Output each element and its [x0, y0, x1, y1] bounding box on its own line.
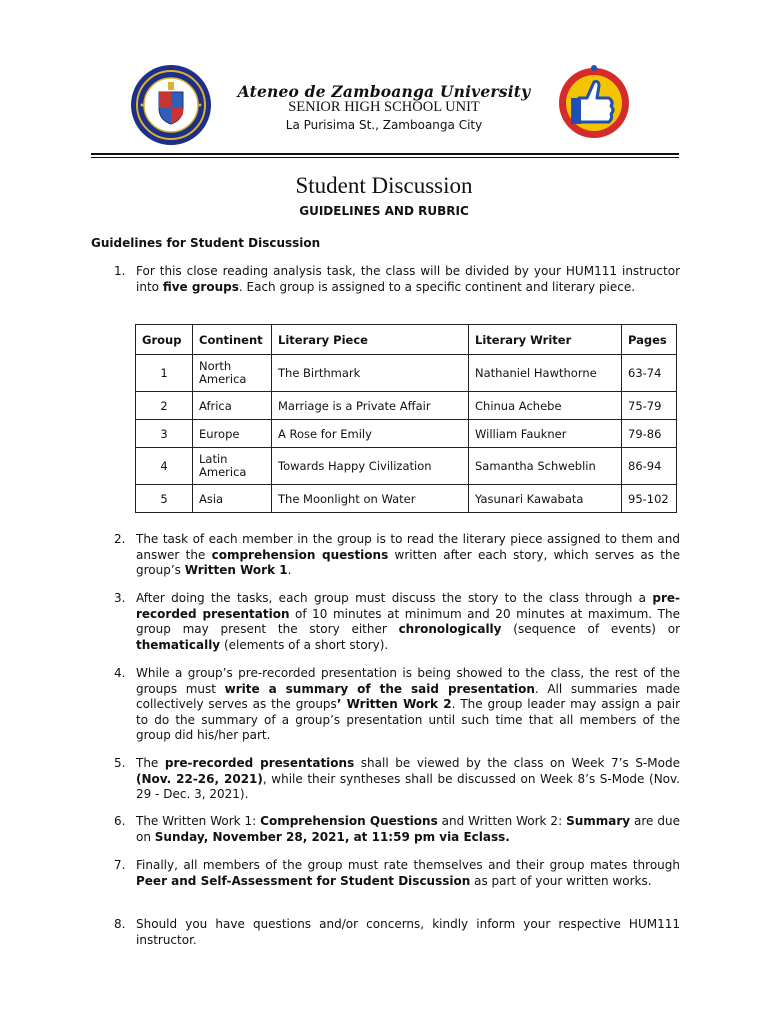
column-header: Literary Writer	[469, 325, 622, 355]
item-text: The	[136, 756, 165, 770]
item-number: 7.	[114, 858, 126, 872]
item-text: are due on	[136, 814, 680, 844]
pages-cell: 86-94	[622, 448, 677, 485]
header-divider	[91, 153, 679, 158]
item-emphasis: Peer and Self-Assessment for Student Discussion	[136, 873, 471, 888]
pages-cell: 79-86	[622, 420, 677, 448]
group-cell: 3	[136, 420, 193, 448]
guideline-item-1	[114, 264, 680, 295]
writer-cell: Yasunari Kawabata	[469, 485, 622, 513]
item-emphasis: ’ Written Work 2	[336, 697, 452, 711]
pages-cell: 63-74	[622, 355, 677, 392]
item-text: . All summaries made collectively serves as the groups	[136, 681, 680, 711]
group-cell: 2	[136, 392, 193, 420]
table-header-row	[136, 325, 677, 355]
item-number: 2.	[114, 532, 126, 546]
school-unit: SENIOR HIGH SCHOOL UNIT	[288, 99, 480, 115]
item-text: For this close reading analysis task, the class will be divided by your HUM111 instructor into	[136, 264, 680, 294]
university-name: Ateneo de Zamboanga University	[237, 82, 531, 101]
item-emphasis: pre-recorded presentations	[164, 756, 355, 770]
item-emphasis: Summary	[566, 814, 631, 828]
piece-cell: The Moonlight on Water	[272, 485, 469, 513]
school-address: La Purisima St., Zamboanga City	[285, 118, 483, 132]
continent-cell: Latin America	[193, 448, 272, 485]
column-header: Literary Piece	[272, 325, 469, 355]
item-number: 1.	[114, 264, 126, 278]
section-heading: Guidelines for Student Discussion	[91, 236, 321, 250]
pages-cell: 75-79	[622, 392, 677, 420]
writer-cell: Samantha Schweblin	[469, 448, 622, 485]
item-emphasis: (Nov. 22-26, 2021)	[136, 771, 263, 786]
item-text: Should you have questions and/or concerns, kindly inform your respective HUM111 instructor.	[136, 917, 680, 947]
item-emphasis: pre-recorded presentation	[136, 591, 680, 621]
item-text: The Written Work 1:	[136, 814, 261, 828]
table-row	[136, 485, 677, 513]
item-text: , while their syntheses shall be discussed on Week 8’s S-Mode (Nov. 29 - Dec. 3, 2021).	[136, 771, 680, 801]
item-number: 3.	[114, 591, 126, 605]
column-header: Group	[136, 325, 193, 355]
guideline-item-4	[114, 666, 680, 744]
item-text: After doing the tasks, each group must discuss the story to the class through a	[136, 591, 653, 605]
item-emphasis: write a summary of the said presentation	[224, 681, 535, 696]
continent-cell: Europe	[193, 420, 272, 448]
item-text: . Each group is assigned to a specific continent and literary piece.	[238, 279, 636, 294]
continent-cell: Africa	[193, 392, 272, 420]
item-text: Finally, all members of the group must rate themselves and their group mates through	[136, 858, 680, 872]
item-text: While a group’s pre-recorded presentation is being showed to the class, the rest of the groups must	[136, 666, 680, 696]
guideline-item-7	[114, 858, 680, 889]
table-row	[136, 448, 677, 485]
document-subtitle: GUIDELINES AND RUBRIC	[299, 204, 469, 218]
item-number: 6.	[114, 814, 126, 828]
item-text: written after each story, which serves as the group’s	[136, 547, 680, 577]
piece-cell: Towards Happy Civilization	[272, 448, 469, 485]
column-header: Pages	[622, 325, 677, 355]
item-emphasis: chronologically	[398, 622, 502, 636]
item-emphasis: Comprehension Questions	[260, 814, 438, 828]
pages-cell: 95-102	[622, 485, 677, 513]
item-number: 5.	[114, 756, 126, 770]
document-title: Student Discussion	[295, 173, 473, 198]
piece-cell: The Birthmark	[272, 355, 469, 392]
item-text: (elements of a short story).	[220, 637, 389, 652]
item-emphasis: comprehension questions	[211, 547, 389, 562]
item-emphasis: five groups	[162, 279, 239, 294]
item-text: .	[287, 563, 292, 577]
item-text: and Written Work 2:	[437, 814, 567, 828]
continent-cell: Asia	[193, 485, 272, 513]
column-header: Continent	[193, 325, 272, 355]
item-text: shall be viewed by the class on Week 7’s S-Mode	[354, 756, 680, 770]
item-number: 8.	[114, 917, 126, 931]
continent-cell: North America	[193, 355, 272, 392]
item-text: as part of your written works.	[470, 873, 652, 888]
guideline-item-8	[114, 917, 680, 948]
item-emphasis: Sunday, November 28, 2021, at 11:59 pm via Eclass.	[154, 829, 510, 844]
group-cell: 5	[136, 485, 193, 513]
writer-cell: Chinua Achebe	[469, 392, 622, 420]
table-row	[136, 355, 677, 392]
item-emphasis: Written Work 1	[184, 563, 288, 577]
item-text: . The group leader may assign a pair to do the summary of a group’s presentation until such time that all members of the group did his/her part.	[136, 697, 680, 742]
item-text: (sequence of events) or	[501, 622, 681, 636]
guideline-item-5	[114, 756, 680, 803]
group-cell: 1	[136, 355, 193, 392]
guideline-item-3	[114, 591, 680, 653]
item-number: 4.	[114, 666, 126, 680]
guideline-item-6	[114, 814, 680, 845]
writer-cell: Nathaniel Hawthorne	[469, 355, 622, 392]
item-text: of 10 minutes at minimum and 20 minutes at maximum. The group may present the story either	[136, 606, 680, 636]
group-assignment-table	[135, 324, 677, 513]
table-row	[136, 392, 677, 420]
guideline-item-2	[114, 532, 680, 579]
piece-cell: Marriage is a Private Affair	[272, 392, 469, 420]
group-cell: 4	[136, 448, 193, 485]
writer-cell: William Faukner	[469, 420, 622, 448]
item-emphasis: thematically	[136, 637, 221, 652]
table-row	[136, 420, 677, 448]
item-text: The task of each member in the group is to read the literary piece assigned to them and answer the	[136, 532, 680, 562]
piece-cell: A Rose for Emily	[272, 420, 469, 448]
